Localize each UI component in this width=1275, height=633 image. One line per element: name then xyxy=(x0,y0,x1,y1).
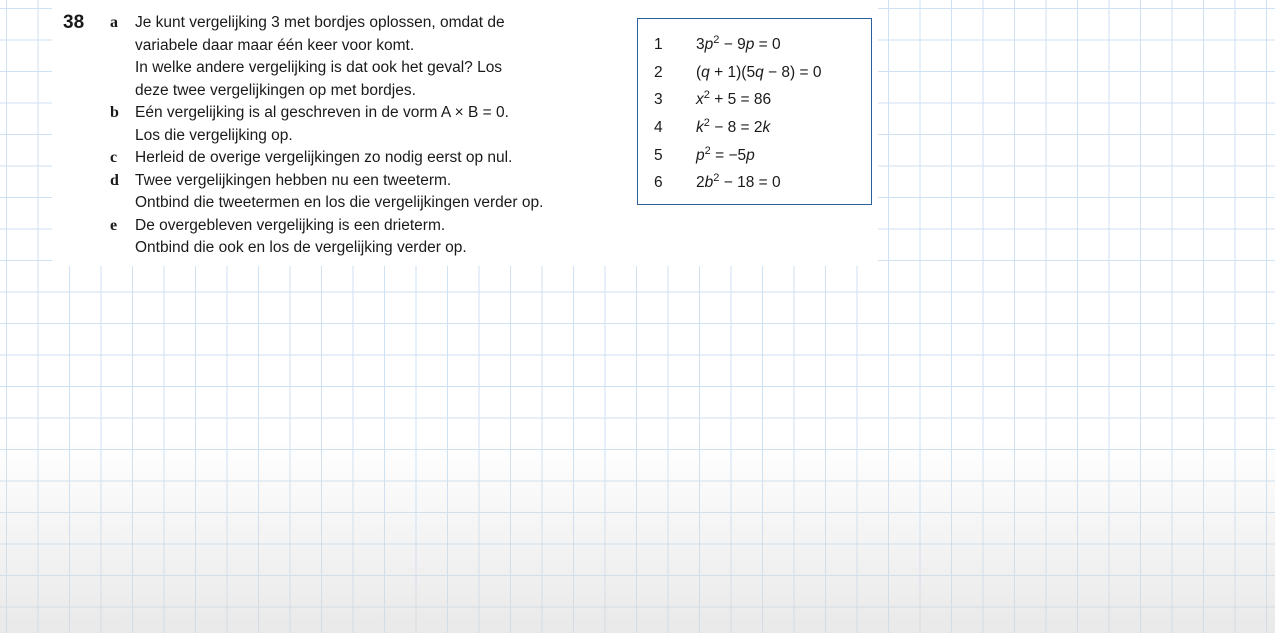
equation-expression: $2b^2 - 18 = 0$ xyxy=(696,172,781,191)
equation-row xyxy=(638,144,871,168)
question-text-line: Ontbind die tweetermen en los die vergelijkingen verder op. xyxy=(135,194,544,211)
question-text-line: deze twee vergelijkingen op met bordjes. xyxy=(135,81,416,99)
question-letter: d xyxy=(110,171,119,189)
equation-row xyxy=(638,33,871,57)
equation-expression: (q + 1)(5q − 8) = 0 xyxy=(696,64,822,81)
question-c xyxy=(110,147,610,170)
equation-expression: $x^2 + 5 = 86$ xyxy=(696,89,772,108)
question-text-line: Ontbind die ook en los de vergelijking verder op. xyxy=(135,239,467,256)
question-b xyxy=(110,102,610,147)
equation-row xyxy=(638,88,871,112)
question-e xyxy=(110,215,610,260)
equation-row xyxy=(638,61,871,85)
question-letter: b xyxy=(110,104,119,121)
question-text-line: De overgebleven vergelijking is een drieterm. xyxy=(135,216,446,234)
exercise-number: 38 xyxy=(63,12,85,33)
equation-number: 3 xyxy=(654,91,663,108)
question-text-line: Herleid de overige vergelijkingen zo nodig eerst op nul. xyxy=(135,149,513,166)
question-d xyxy=(110,170,610,215)
question-text-line: Los die vergelijking op. xyxy=(135,126,293,144)
question-text-line: Twee vergelijkingen hebben nu een tweeterm. xyxy=(135,171,452,189)
equation-row xyxy=(638,171,871,195)
equation-number: 2 xyxy=(654,64,663,81)
question-a xyxy=(110,12,610,102)
equation-expression: $3p^2 - 9p = 0$ xyxy=(696,34,781,53)
question-text-line: In welke andere vergelijking is dat ook het geval? Los xyxy=(135,59,503,76)
equation-number: 1 xyxy=(654,36,663,53)
question-text-line: Eén vergelijking is al geschreven in de vorm A × B = 0. xyxy=(135,104,509,121)
question-text-line: variabele daar maar één keer voor komt. xyxy=(135,36,415,54)
equation-expression: $k^2 - 8 = 2k$ xyxy=(696,117,771,136)
question-letter: e xyxy=(110,216,118,234)
question-text-line: Je kunt vergelijking 3 met bordjes oplossen, omdat de xyxy=(135,14,505,31)
equation-row xyxy=(638,116,871,140)
question-letter: a xyxy=(110,14,118,31)
question-list xyxy=(110,12,610,260)
equations-box xyxy=(637,18,872,205)
equation-number: 4 xyxy=(654,119,663,136)
question-letter: c xyxy=(110,149,118,166)
equation-number: 5 xyxy=(654,147,663,164)
equation-number: 6 xyxy=(654,174,663,191)
equation-expression: $p^2 = -5p$ xyxy=(696,145,755,164)
